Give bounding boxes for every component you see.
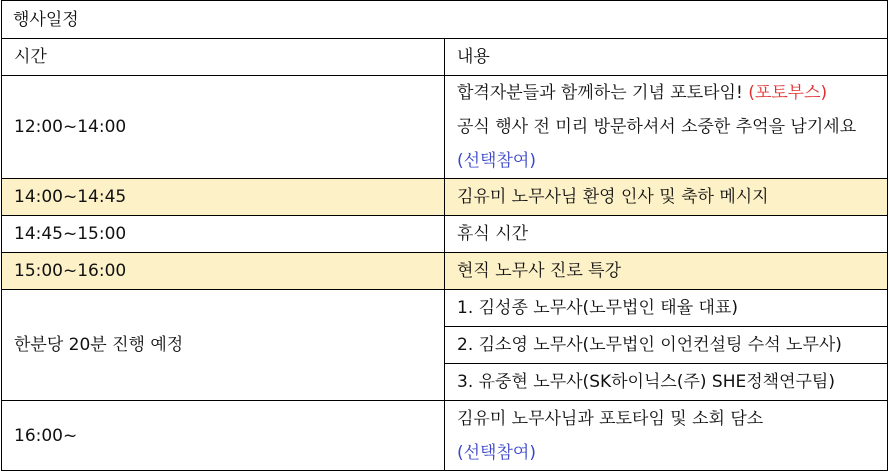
time-cell: 15:00~16:00 [2, 253, 445, 290]
header-row [2, 39, 888, 76]
content-text: 합격자분들과 함께하는 기념 포토타임! [457, 83, 743, 103]
speaker-item: 1. 김성종 노무사(노무법인 태율 대표) [445, 290, 888, 327]
table-row [2, 401, 888, 471]
content-cell [445, 401, 888, 471]
header-content: 내용 [445, 39, 888, 76]
content-cell: 김유미 노무사님 환영 인사 및 축하 메시지 [445, 179, 888, 216]
title-row [2, 1, 888, 39]
table-row [2, 179, 888, 216]
time-cell: 14:00~14:45 [2, 179, 445, 216]
content-cell: 현직 노무사 진로 특강 [445, 253, 888, 290]
header-time: 시간 [2, 39, 445, 76]
content-line [457, 76, 875, 110]
time-cell: 한분당 20분 진행 예정 [2, 290, 445, 401]
time-cell: 16:00~ [2, 401, 445, 471]
table-row [2, 76, 888, 179]
schedule-document [1, 0, 888, 471]
table-title: 행사일정 [2, 1, 888, 39]
speaker-item: 3. 유중현 노무사(SK하이닉스(주) SHE정책연구팀) [445, 364, 888, 401]
time-cell: 12:00~14:00 [2, 76, 445, 179]
time-cell: 14:45~15:00 [2, 216, 445, 253]
content-cell: 휴식 시간 [445, 216, 888, 253]
optional-participation-note: (선택참여) [457, 151, 536, 171]
optional-participation-note: (선택참여) [457, 442, 536, 463]
schedule-table [1, 0, 888, 471]
table-row [2, 216, 888, 253]
content-cell [445, 76, 888, 179]
photobooth-note: (포토부스) [748, 83, 828, 103]
content-line: 공식 행사 전 미리 방문하셔서 소중한 추억을 남기세요 [457, 117, 857, 137]
content-line: 김유미 노무사님과 포토타임 및 소회 담소 [457, 408, 764, 429]
table-row [2, 290, 888, 327]
speaker-item: 2. 김소영 노무사(노무법인 이언컨설팅 수석 노무사) [445, 327, 888, 364]
table-row [2, 253, 888, 290]
